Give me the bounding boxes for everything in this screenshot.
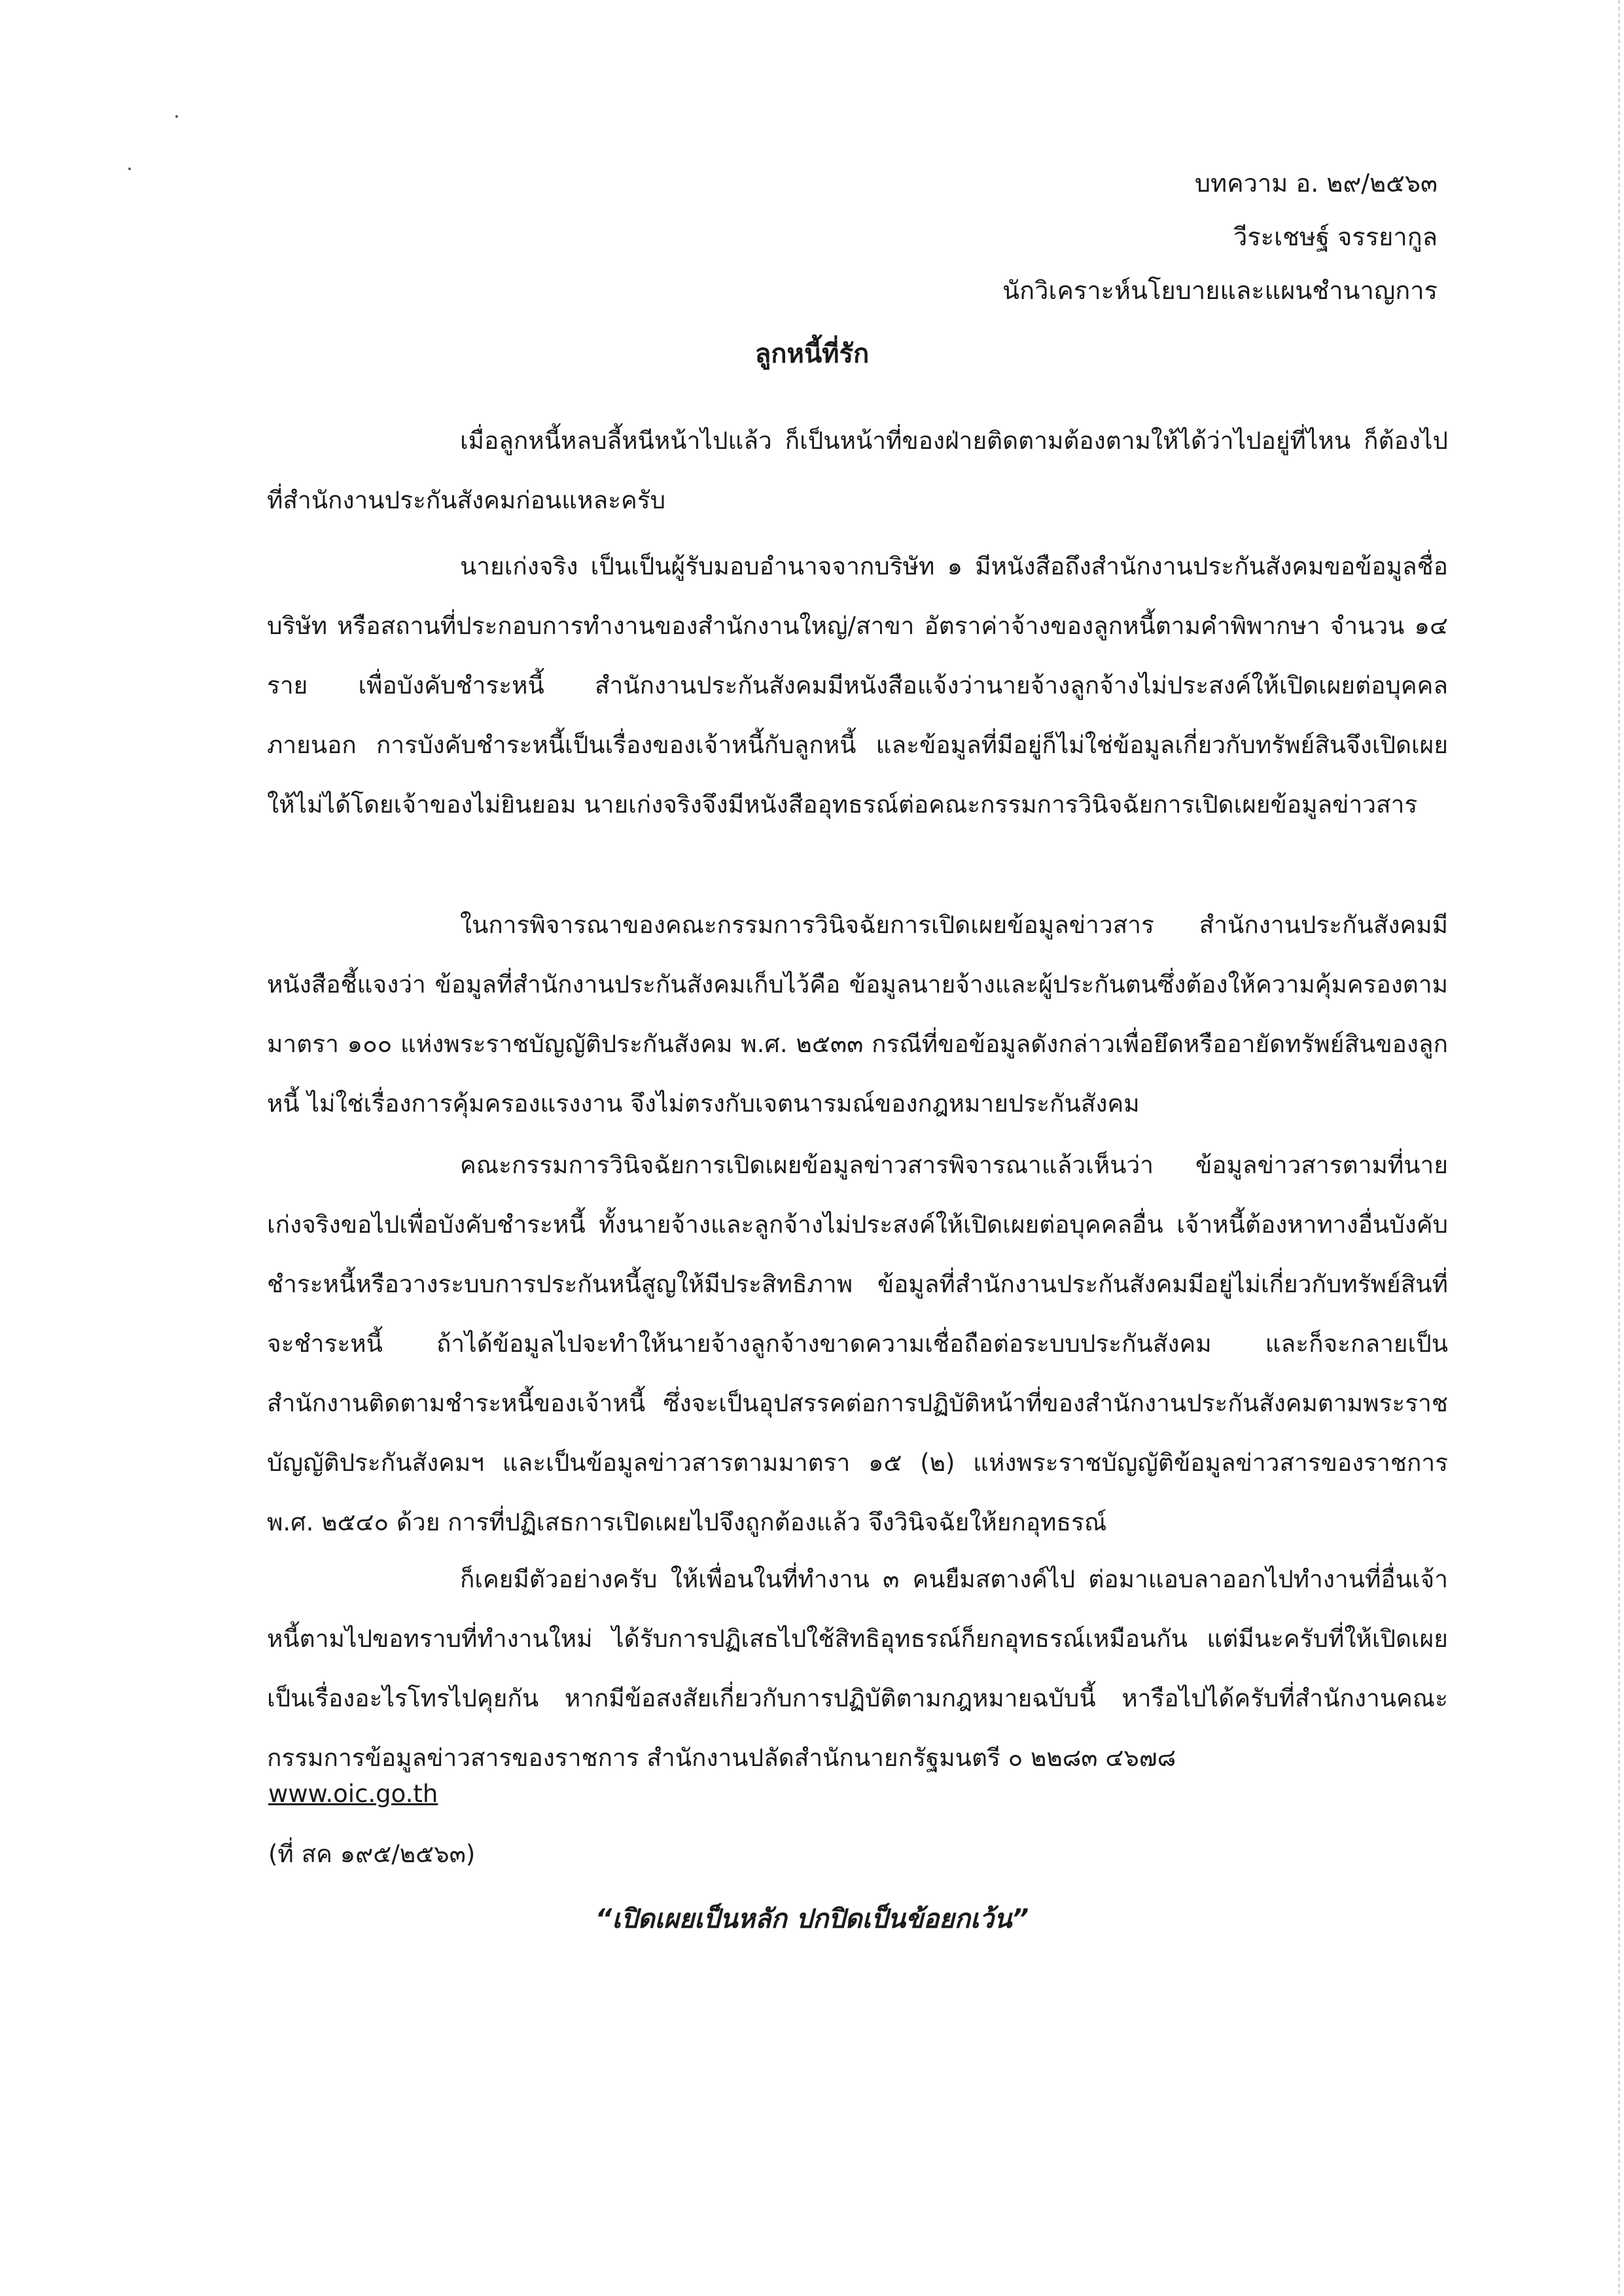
scan-speck [175,115,178,118]
scan-speck [128,168,131,170]
reference-number: (ที่ สค ๑๙๕/๒๕๖๓) [268,1840,476,1868]
author-name: วีระเชษฐ์ จรรยากูล [1233,222,1438,251]
website-link[interactable]: www.oic.go.th [268,1780,438,1808]
author-position: นักวิเคราะห์นโยบายและแผนชำนาญการ [1002,276,1438,305]
paragraph-example: ก็เคยมีตัวอย่างครับ ให้เพื่อนในที่ทำงาน ๓ คนยืมสตางค์ไป ต่อมาแอบลาออกไปทำงานที่อื่นเจ้าหนี้ตามไปขอทราบที่ทำงานใหม่ ได้รับการปฏิเสธไปใช้สิทธิอุทธรณ์ก็ยกอุทธรณ์เหมือนกัน แต่มีนะครับที่ให้เปิดเผย เป็นเรื่องอะไรโทรไปคุยกัน หากมีข้อสงสัยเกี่ยวกับการปฏิบัติตามกฎหมายฉบับนี้ หารือไปได้ครับที่สำนักงานคณะกรรมการข้อมูลข่าวสารของราชการ สำนักงานปลัดสำนักนายกรัฐมนตรี ๐ ๒๒๘๓ ๔๖๗๘ [267,1565,1448,1772]
article-title: ลูกหนี้ที่รัก [754,339,870,369]
paragraph-decision: คณะกรรมการวินิจฉัยการเปิดเผยข้อมูลข่าวสารพิจารณาแล้วเห็นว่า ข้อมูลข่าวสารตามที่นายเก่งจริงขอไปเพื่อบังคับชำระหนี้ ทั้งนายจ้างและลูกจ้างไม่ประสงค์ให้เปิดเผยต่อบุคคลอื่น เจ้าหนี้ต้องหาทางอื่นบังคับชำระหนี้หรือวางระบบการประกันหนี้สูญให้มีประสิทธิภาพ ข้อมูลที่สำนักงานประกันสังคมมีอยู่ไม่เกี่ยวกับทรัพย์สินที่จะชำระหนี้ ถ้าได้ข้อมูลไปจะทำให้นายจ้างลูกจ้างขาดความเชื่อถือต่อระบบประกันสังคม และก็จะกลายเป็นสำนักงานติดตามชำระหนี้ของเจ้าหนี้ ซึ่งจะเป็นอุปสรรคต่อการปฏิบัติหน้าที่ของสำนักงานประกันสังคมตามพระราชบัญญัติประกันสังคมฯ และเป็นข้อมูลข่าวสารตามมาตรา ๑๕ (๒) แห่งพระราชบัญญัติข้อมูลข่าวสารของราชการ พ.ศ. ๒๕๔๐ ด้วย การที่ปฏิเสธการเปิดเผยไปจึงถูกต้องแล้ว จึงวินิจฉัยให้ยกอุทธรณ์ [267,1151,1448,1536]
paragraph-consideration: ในการพิจารณาของคณะกรรมการวินิจฉัยการเปิดเผยข้อมูลข่าวสาร สำนักงานประกันสังคมมีหนังสือชี้แจงว่า ข้อมูลที่สำนักงานประกันสังคมเก็บไว้คือ ข้อมูลนายจ้างและผู้ประกันตนซึ่งต้องให้ความคุ้มครองตามมาตรา ๑๐๐ แห่งพระราชบัญญัติประกันสังคม พ.ศ. ๒๕๓๓ กรณีที่ขอข้อมูลดังกล่าวเพื่อยึดหรืออายัดทรัพย์สินของลูกหนี้ ไม่ใช่เรื่องการคุ้มครองแรงงาน จึงไม่ตรงกับเจตนารมณ์ของกฎหมายประกันสังคม [267,911,1448,1118]
paragraph-intro: เมื่อลูกหนี้หลบลี้หนีหน้าไปแล้ว ก็เป็นหน้าที่ของฝ่ายติดตามต้องตามให้ได้ว่าไปอยู่ที่ไหน ก็ต้องไปที่สำนักงานประกันสังคมก่อนแหละครับ [267,427,1448,514]
paragraph-case: นายเก่งจริง เป็นเป็นผู้รับมอบอำนาจจากบริษัท ๑ มีหนังสือถึงสำนักงานประกันสังคมขอข้อมูลชื่อบริษัท หรือสถานที่ประกอบการทำงานของสำนักงานใหญ่/สาขา อัตราค่าจ้างของลูกหนี้ตามคำพิพากษา จำนวน ๑๔ ราย เพื่อบังคับชำระหนี้ สำนักงานประกันสังคมมีหนังสือแจ้งว่านายจ้างลูกจ้างไม่ประสงค์ให้เปิดเผยต่อบุคคลภายนอก การบังคับชำระหนี้เป็นเรื่องของเจ้าหนี้กับลูกหนี้ และข้อมูลที่มีอยู่ก็ไม่ใช่ข้อมูลเกี่ยวกับทรัพย์สินจึงเปิดเผยให้ไม่ได้โดยเจ้าของไม่ยินยอม นายเก่งจริงจึงมีหนังสืออุทธรณ์ต่อคณะกรรมการวินิจฉัยการเปิดเผยข้อมูลข่าวสาร [267,552,1448,819]
article-number: บทความ อ. ๒๙/๒๕๖๓ [1195,169,1438,198]
slogan: “เปิดเผยเป็นหลัก ปกปิดเป็นข้อยกเว้น” [595,1904,1029,1934]
